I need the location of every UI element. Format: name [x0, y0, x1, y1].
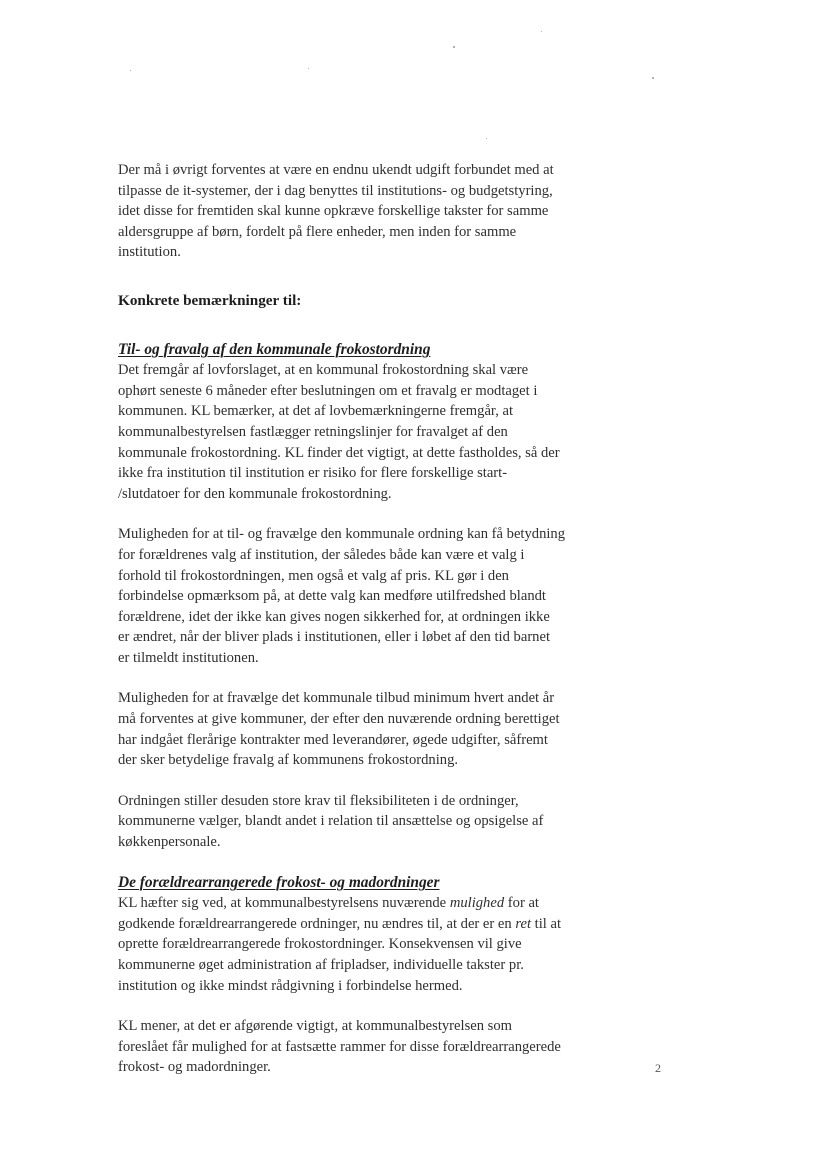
document-body	[118, 160, 618, 1078]
text-line: institution og ikke mindst rådgivning i forbindelse hermed.	[118, 977, 463, 994]
text-line	[118, 893, 618, 914]
text-line: kommunerne øget administration af fripladser, individuelle takster pr.	[118, 957, 524, 973]
paragraph-fleksibilitet	[118, 791, 618, 853]
text-line: kommunalbestyrelsen fastlægger retningslinjer for fravalget af den	[118, 423, 508, 440]
text-line: kommunerne vælger, blandt andet i relation til ansættelse og opsigelse af	[118, 813, 544, 830]
text-line: må forventes at give kommuner, der efter den nuværende ordning berettiget	[118, 711, 560, 728]
scan-speck	[308, 68, 309, 69]
text-fragment: KL hæfter sig ved, at kommunalbestyrelsens nuværende	[118, 895, 450, 912]
scan-speck	[541, 31, 542, 32]
page-number: 2	[655, 1061, 661, 1075]
scan-speck	[130, 70, 131, 71]
text-line: Muligheden for at fravælge det kommunale tilbud minimum hvert andet år	[118, 690, 555, 707]
intro-paragraph	[118, 160, 618, 263]
text-line: der sker betydelige fravalg af kommunens frokostordning.	[118, 752, 459, 769]
text-line: idet disse for fremtiden skal kunne opkræve forskellige takster for samme	[118, 203, 549, 220]
text-line: køkkenpersonale.	[118, 834, 221, 851]
text-line: aldersgruppe af børn, fordelt på flere enheder, men inden for samme	[118, 223, 517, 240]
text-line: frokost- og madordninger.	[118, 1059, 271, 1076]
text-line: KL mener, at det er afgørende vigtigt, at kommunalbestyrelsen som	[118, 1018, 513, 1035]
scan-speck	[486, 138, 487, 139]
text-line: tilpasse de it-systemer, der i dag benyttes til institutions- og budgetstyring,	[118, 182, 553, 199]
text-fragment: til at	[531, 915, 562, 932]
paragraph-valg-af-institution	[118, 524, 618, 668]
section-heading: Konkrete bemærkninger til:	[118, 291, 302, 309]
text-fragment: godkende forældrearrangerede ordninger, nu ændres til, at der er en	[118, 915, 516, 932]
text-line: institution.	[118, 244, 181, 261]
text-line	[118, 914, 618, 935]
text-line: /slutdatoer for den kommunale frokostordning.	[118, 485, 392, 502]
scan-speck	[453, 46, 455, 48]
text-line: Det fremgår af lovforslaget, at en kommunal frokostordning skal være	[118, 362, 529, 379]
subsection-heading-foraeldrearrangerede: De forældrearrangerede frokost- og madordninger	[118, 873, 440, 891]
text-line: er ændret, når der bliver plads i institutionen, eller i løbet af den tid barnet	[118, 629, 551, 646]
text-line: forældrene, idet der ikke kan gives nogen sikkerhed for, at ordningen ikke	[118, 608, 550, 625]
paragraph-mulighed-ret	[118, 893, 618, 996]
text-line: forhold til frokostordningen, men også et valg af pris. KL gør i den	[118, 567, 509, 584]
text-line: Muligheden for at til- og fravælge den kommunale ordning kan få betydning	[118, 526, 566, 543]
text-line: kommunale frokostordning. KL finder det vigtigt, at dette fastholdes, så der	[118, 444, 560, 461]
emphasis-mulighed: mulighed	[449, 895, 505, 912]
scan-speck	[652, 77, 654, 79]
text-fragment: for at	[504, 895, 539, 912]
paragraph-fravalg-frist	[118, 360, 618, 504]
text-line: oprette forældrearrangerede frokostordninger. Konsekvensen vil give	[118, 936, 522, 953]
text-line: foreslået får mulighed for at fastsætte rammer for disse forældrearrangerede	[118, 1038, 561, 1055]
subsection-heading-frokostordning: Til- og fravalg af den kommunale frokostordning	[118, 340, 431, 358]
text-line: har indgået flerårige kontrakter med leverandører, øgede udgifter, såfremt	[118, 731, 548, 748]
emphasis-ret: ret	[515, 915, 532, 932]
paragraph-rammer	[118, 1016, 618, 1078]
text-line: Der må i øvrigt forventes at være en endnu ukendt udgift forbundet med at	[118, 162, 554, 178]
paragraph-kontrakter	[118, 688, 618, 770]
text-line: for forældrenes valg af institution, der således både kan være et valg i	[118, 546, 525, 563]
text-line: ikke fra institution til institution er risiko for flere forskellige start-	[118, 465, 508, 482]
text-line: Ordningen stiller desuden store krav til fleksibiliteten i de ordninger,	[118, 792, 519, 809]
text-line: er tilmeldt institutionen.	[118, 649, 259, 666]
text-line: ophørt seneste 6 måneder efter beslutningen om et fravalg er modtaget i	[118, 382, 538, 399]
text-line: kommunen. KL bemærker, at det af lovbemærkningerne fremgår, at	[118, 403, 514, 420]
text-line: forbindelse opmærksom på, at dette valg kan medføre utilfredshed blandt	[118, 588, 546, 605]
